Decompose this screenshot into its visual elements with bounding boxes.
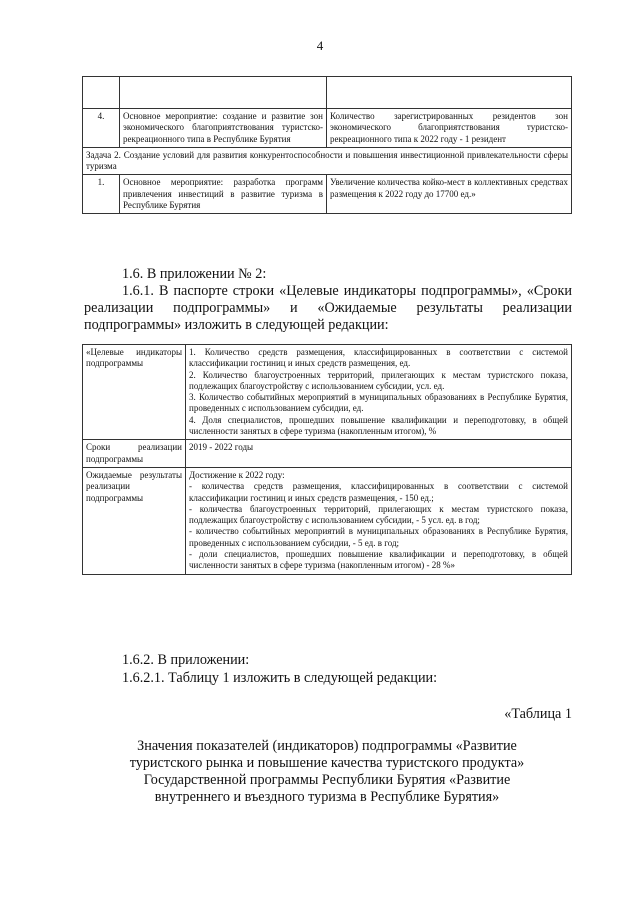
table-row-results — [83, 467, 572, 574]
table-1-caption — [82, 738, 572, 806]
table-cell-event: Основное мероприятие: разработка программ привлечения инвестиций в развитие туризма в Республике Бурятия — [120, 175, 327, 214]
table-cell-event: Основное мероприятие: создание и развитие зон экономического благоприятствования туристско-рекреационного типа в Республике Бурятия — [120, 109, 327, 148]
terms-label: Сроки реализации подпрограммы — [83, 440, 186, 468]
caption-line: туристского рынка и повышение качества туристского продукта» — [129, 755, 525, 771]
table-row-terms — [83, 440, 572, 468]
table-row — [83, 77, 572, 109]
events-table — [82, 76, 572, 214]
indicator-line: 1. Количество средств размещения, классифицированных в соответствии с системой классификации гостиниц и иных средств размещения, ед. — [189, 347, 568, 369]
indicators-label: «Целевые индикаторы подпрограммы — [83, 345, 186, 440]
passport-table — [82, 344, 572, 575]
table-row — [83, 175, 572, 214]
table-row — [83, 109, 572, 148]
indicator-line: 2. Количество благоустроенных территорий, прилегающих к местам туристского показа, подлежащих благоустройству с использованием субсидии, усл. ед. — [189, 369, 568, 391]
section-1-6-2-1: 1.6.2.1. Таблицу 1 изложить в следующей редакции: — [122, 670, 438, 686]
result-line: - доли специалистов, прошедших повышение квалификации и переподготовку, в общей численности занятых в сфере туризма (накопленным итогом) - 28 %» — [189, 549, 568, 571]
table-cell-num: 4. — [83, 109, 120, 148]
indicators-value — [186, 345, 572, 440]
indicator-line: 4. Доля специалистов, прошедших повышение квалификации и переподготовку, в общей численности занятых в сфере туризма (накопленным итогом), % — [189, 414, 568, 437]
caption-line: внутреннего и въездного туризма в Республике Бурятия» — [154, 789, 500, 805]
caption-line: Государственной программы Республики Бурятия «Развитие — [143, 772, 511, 788]
result-line: Достижение к 2022 году: — [189, 469, 285, 480]
section-1-6: 1.6. В приложении № 2: — [122, 266, 267, 282]
result-line: - количества благоустроенных территорий, прилегающих к местам туристского показа, подлежащих благоустройству с использованием субсидии, - 5 усл. ед. в год; — [189, 503, 568, 526]
table-1-label: «Таблица 1 — [504, 706, 572, 722]
section-1-6-1: 1.6.1. В паспорте строки «Целевые индикаторы подпрограммы», «Сроки реализации подпрограммы» и «Ожидаемые результаты реализации подпрограммы» изложить в следующей редакции: — [84, 283, 572, 333]
indicator-line: 3. Количество событийных мероприятий в муниципальных образованиях в Республике Бурятия, проведенных с использованием субсидии, ед. — [189, 392, 568, 414]
caption-line: Значения показателей (индикаторов) подпрограммы «Развитие — [137, 738, 517, 754]
result-line: - количество событийных мероприятий в муниципальных образованиях в Республике Бурятия, проведенных с использованием субсидии, - 5 ед. в год; — [189, 526, 568, 548]
result-line: - количества средств размещения, классифицированных в соответствии с системой классификации гостиниц и иных средств размещения, - 150 ед.; — [189, 481, 568, 503]
table-cell-result: Увеличение количества койко-мест в коллективных средствах размещения к 2022 году до 17700 ед.» — [327, 175, 572, 214]
table-cell-num — [83, 77, 120, 109]
table-cell-event — [120, 77, 327, 109]
task-2-cell: Задача 2. Создание условий для развития конкурентоспособности и повышения инвестиционной привлекательности сферы туризма — [83, 147, 572, 175]
terms-value: 2019 - 2022 годы — [186, 440, 572, 468]
page-number: 4 — [316, 38, 324, 53]
table-row-task — [83, 147, 572, 175]
table-cell-num: 1. — [83, 175, 120, 214]
section-1-6-2: 1.6.2. В приложении: — [122, 652, 250, 668]
results-value — [186, 467, 572, 574]
table-cell-result — [327, 77, 572, 109]
table-row-indicators — [83, 345, 572, 440]
table-cell-result: Количество зарегистрированных резидентов зон экономического благоприятствования туристско-рекреационного типа к 2022 году - 1 резидент — [327, 109, 572, 148]
results-label: Ожидаемые результаты реализации подпрограммы — [83, 467, 186, 574]
